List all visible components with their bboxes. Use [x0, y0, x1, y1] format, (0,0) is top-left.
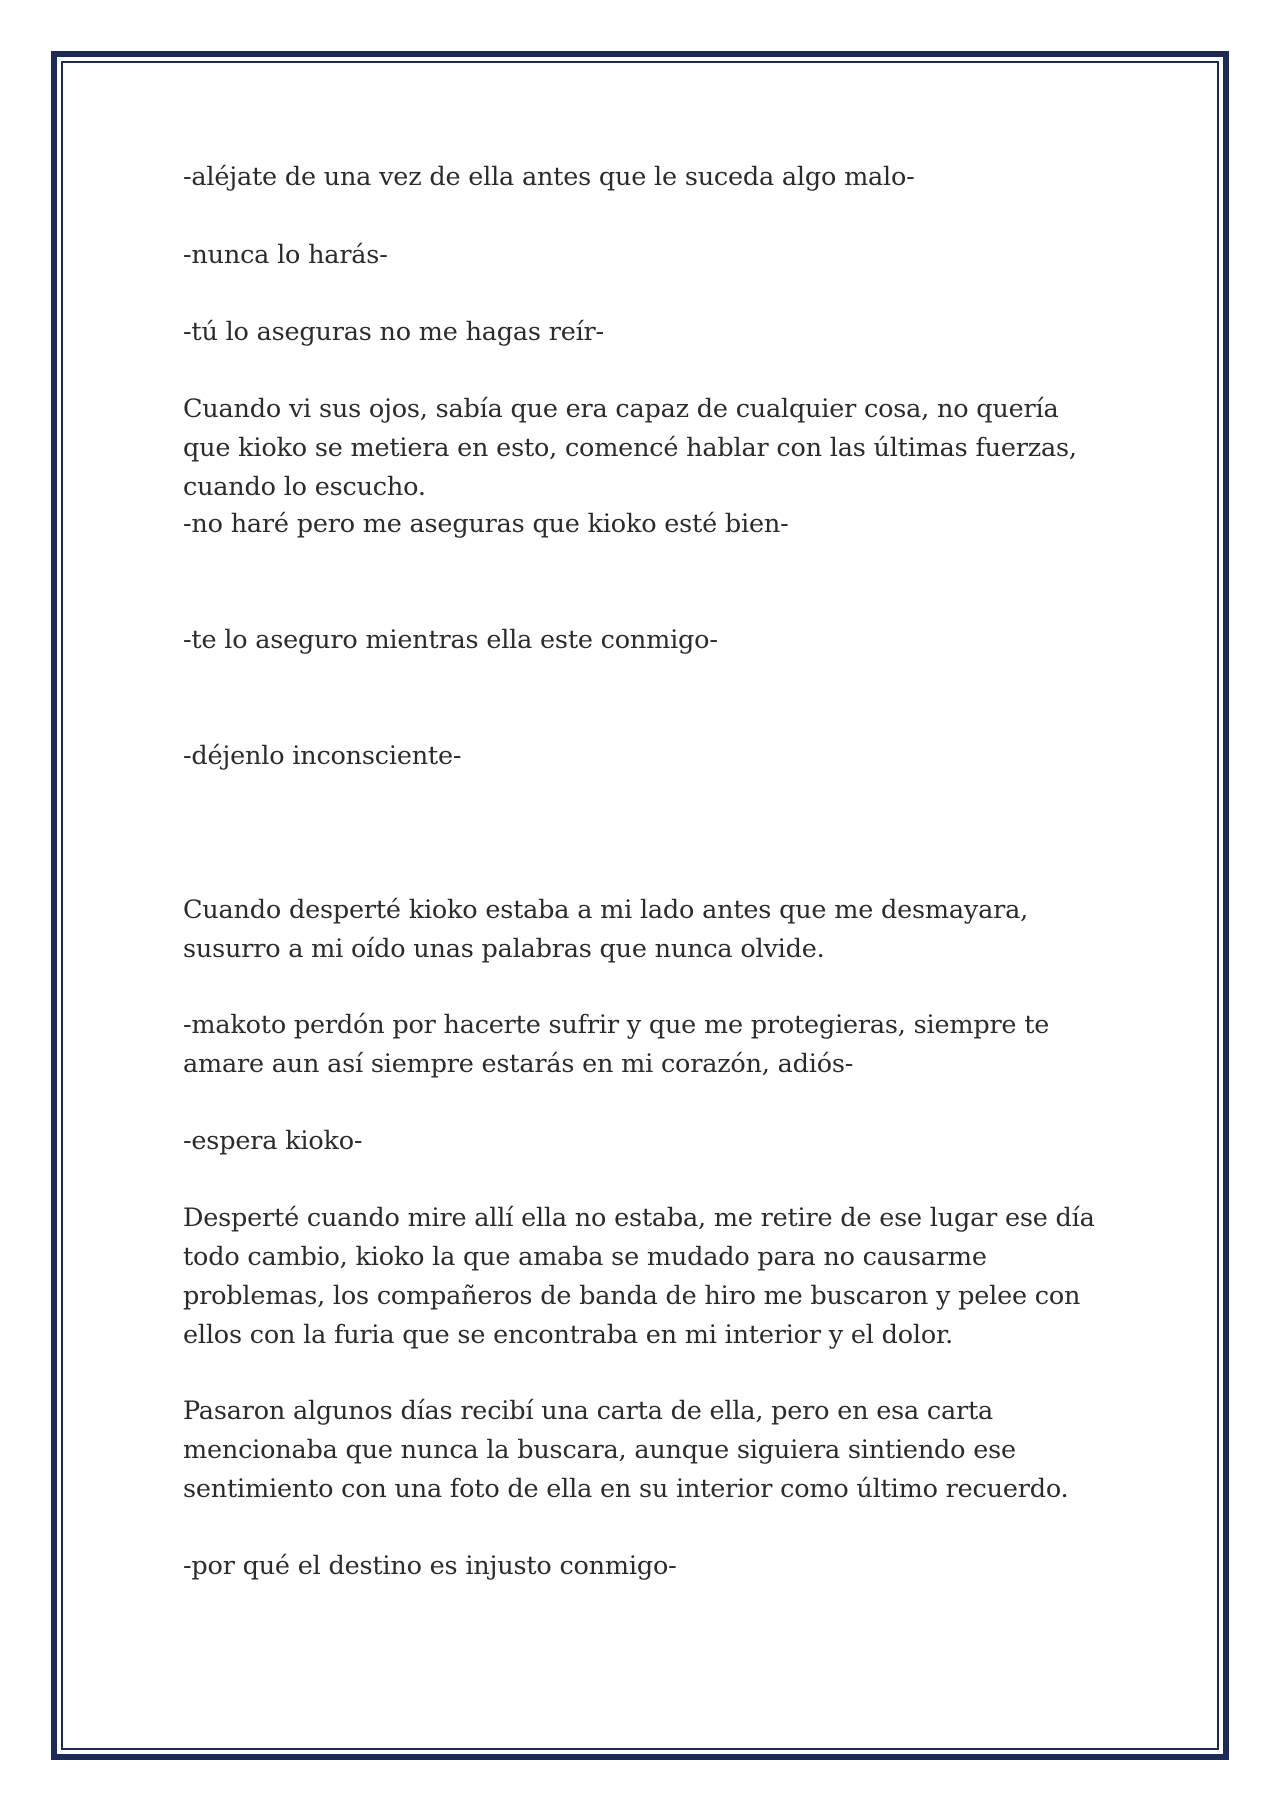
paragraph: -espera kioko- — [183, 1126, 363, 1156]
paragraph: -tú lo aseguras no me hagas reír- — [183, 317, 604, 347]
paragraph: Cuando desperté kioko estaba a mi lado antes que me desmayara, susurro a mi oído unas palabras que nunca olvide. — [183, 895, 1028, 964]
paragraph: Desperté cuando mire allí ella no estaba, me retire de ese lugar ese día todo cambio, kioko la que amaba se mudado para no causarme problemas, los compañeros de banda de hiro me buscaron y pelee con ellos con la furia que se encontraba en mi interior y el dolor. — [183, 1203, 1095, 1350]
paragraph: -te lo aseguro mientras ella este conmigo- — [183, 625, 718, 655]
paragraph: -por qué el destino es injusto conmigo- — [183, 1551, 677, 1581]
paragraph: -makoto perdón por hacerte sufrir y que me protegieras, siempre te amare aun así siempre estarás en mi corazón, adiós- — [183, 1010, 1050, 1079]
paragraph: Cuando vi sus ojos, sabía que era capaz de cualquier cosa, no quería que kioko se metiera en esto, comencé hablar con las últimas fuerzas, cuando lo escucho. — [183, 394, 1077, 502]
paragraph: -nunca lo harás- — [183, 240, 388, 270]
paragraph: -aléjate de una vez de ella antes que le suceda algo malo- — [183, 162, 915, 192]
paragraph: -no haré pero me aseguras que kioko esté bien- — [183, 509, 789, 539]
paragraph: -déjenlo inconsciente- — [183, 741, 462, 771]
paragraph: Pasaron algunos días recibí una carta de ella, pero en esa carta mencionaba que nunca la buscara, aunque siguiera sintiendo ese sentimiento con una foto de ella en su interior como último recuerdo. — [183, 1396, 1069, 1504]
